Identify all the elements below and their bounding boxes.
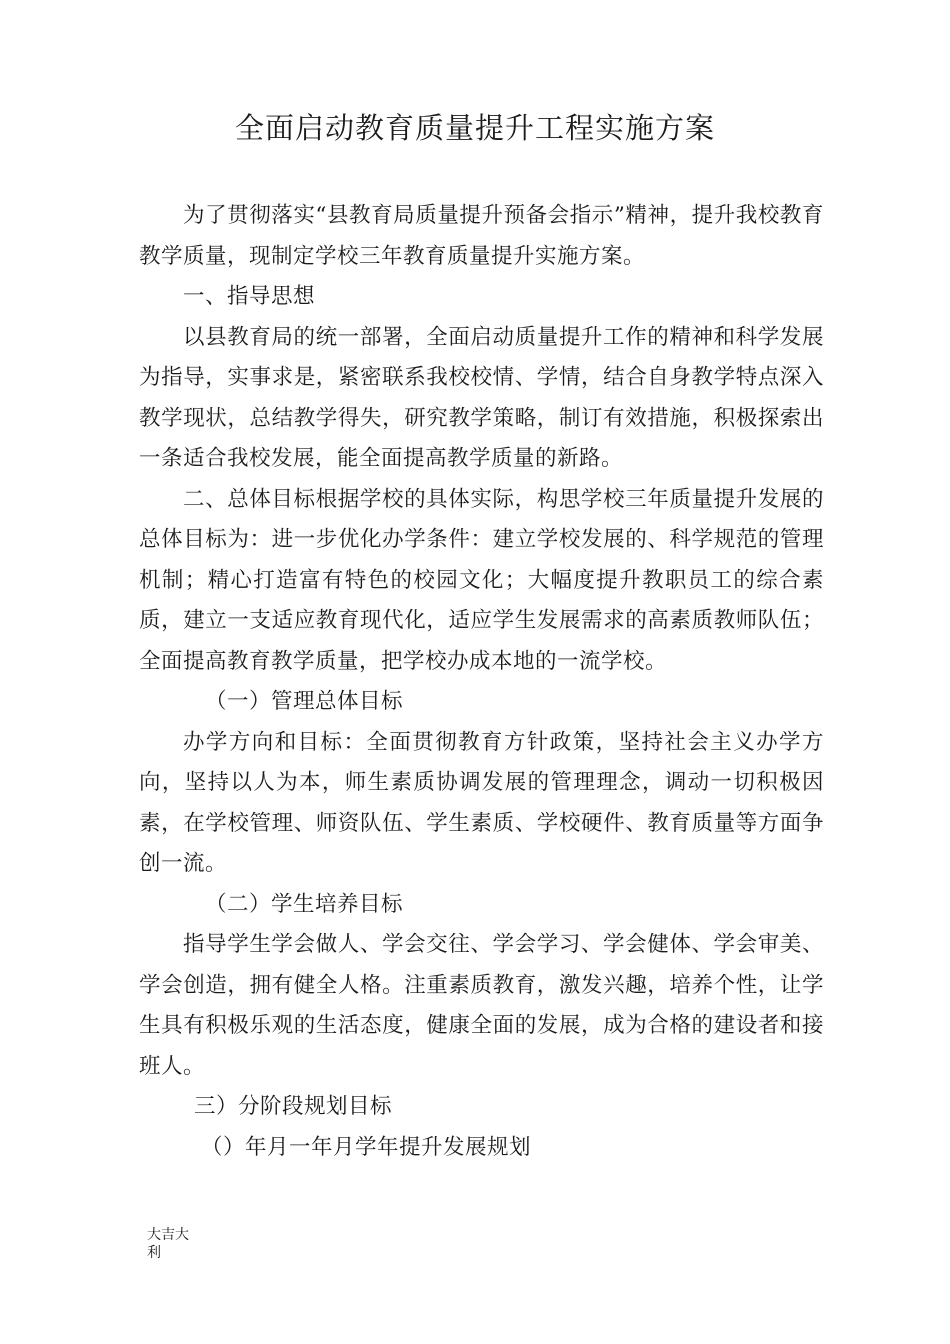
paragraph-intro: 为了贯彻落实“县教育局质量提升预备会指示”精神，提升我校教育教学质量，现制定学校三年教育质量提升实施方案。 bbox=[139, 203, 824, 269]
document-body bbox=[139, 196, 824, 1168]
paragraph-student-goals: 指导学生学会做人、学会交往、学会学习、学会健体、学会审美、学会创造，拥有健全人格。注重素质教育，激发兴趣，培养个性，让学生具有积极乐观的生活态度，健康全面的发展，成为合格的建设者和接班人。 bbox=[139, 932, 824, 1079]
paragraph-guiding-ideology: 以县教育局的统一部署，全面启动质量提升工作的精神和科学发展为指导，实事求是，紧密联系我校校情、学情，结合自身教学特点深入教学现状，总结教学得失，研究教学策略，制订有效措施，积极探索出一条适合我校发展，能全面提高教学质量的新路。 bbox=[139, 324, 824, 471]
subheading-management-goals: （一）管理总体目标 bbox=[205, 689, 404, 714]
footer-note: 大吉大利 bbox=[147, 1227, 189, 1261]
document-title: 全面启动教育质量提升工程实施方案 bbox=[234, 111, 715, 145]
subheading-phased-planning: 三）分阶段规划目标 bbox=[194, 1094, 393, 1119]
subheading-student-goals: （二）学生培养目标 bbox=[205, 891, 404, 917]
subheading-annual-plan: （）年月一年月学年提升发展规划 bbox=[201, 1134, 532, 1160]
section-heading-guiding-ideology: 一、指导思想 bbox=[183, 284, 316, 309]
paragraph-management-goals: 办学方向和目标：全面贯彻教育方针政策，坚持社会主义办学方向，坚持以人为本，师生素质协调发展的管理理念，调动一切积极因素，在学校管理、师资队伍、学生素质、学校硬件、教育质量等方面争创一流。 bbox=[139, 729, 824, 876]
paragraph-overall-goals: 二、总体目标根据学校的具体实际，构思学校三年质量提升发展的总体目标为：进一步优化办学条件：建立学校发展的、科学规范的管理机制；精心打造富有特色的校园文化；大幅度提升教职员工的综合素质，建立一支适应教育现代化，适应学生发展需求的高素质教师队伍；全面提高教育教学质量，把学校办成本地的一流学校。 bbox=[139, 486, 824, 674]
